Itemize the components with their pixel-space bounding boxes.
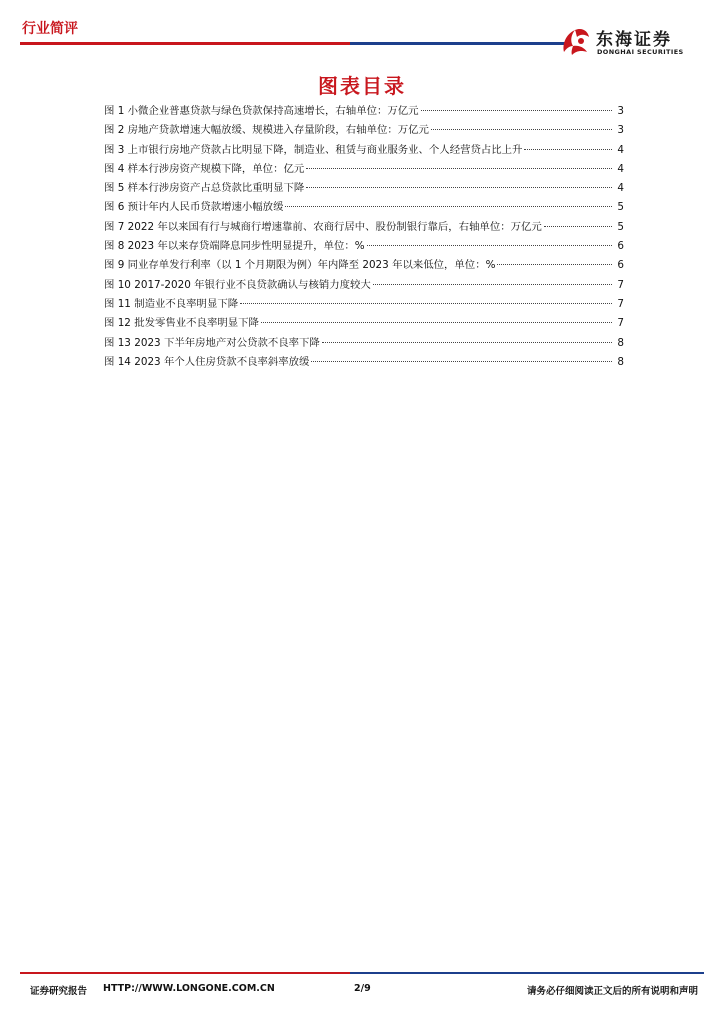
toc-entry-text: 图 8 2023 年以来存贷端降息同步性明显提升，单位：% — [104, 240, 365, 253]
toc-entry[interactable] — [104, 102, 624, 121]
footer-rule-red — [20, 972, 350, 974]
toc-entry-text: 图 5 样本行涉房资产占总贷款比重明显下降 — [104, 182, 305, 195]
toc-entry[interactable] — [104, 256, 624, 275]
toc-entry-page: 8 — [617, 355, 624, 368]
toc-entry-page: 6 — [617, 259, 624, 272]
toc-entry[interactable] — [104, 276, 624, 295]
toc-entry-page: 4 — [617, 162, 624, 175]
toc-list — [104, 102, 624, 372]
toc-entry-page: 7 — [617, 278, 624, 291]
toc-entry[interactable] — [104, 353, 624, 372]
toc-entry[interactable] — [104, 160, 624, 179]
toc-entry-page: 4 — [617, 143, 624, 156]
toc-entry-text: 图 2 房地产贷款增速大幅放缓、规模进入存量阶段，右轴单位：万亿元 — [104, 124, 429, 137]
toc-leader-dots — [524, 149, 612, 150]
toc-leader-dots — [544, 226, 612, 227]
toc-entry-text: 图 12 批发零售业不良率明显下降 — [104, 317, 259, 330]
toc-entry[interactable] — [104, 198, 624, 217]
toc-entry-page: 3 — [617, 105, 624, 117]
header-rule-blue — [350, 42, 570, 45]
toc-leader-dots — [311, 361, 612, 362]
donghai-logo-mark-icon — [558, 22, 592, 58]
toc-leader-dots — [285, 206, 612, 207]
toc-entry-text: 图 6 预计年内人民币贷款增速小幅放缓 — [104, 201, 284, 214]
toc-entry[interactable] — [104, 218, 624, 237]
toc-entry[interactable] — [104, 141, 624, 160]
toc-entry-text: 图 13 2023 下半年房地产对公贷款不良率下降 — [104, 336, 320, 349]
header-rule-red — [20, 42, 350, 45]
logo-english-name: DONGHAI SECURITIES — [597, 48, 684, 56]
footer-page-number: 2/9 — [354, 983, 371, 994]
toc-entry-page: 3 — [617, 124, 624, 137]
toc-leader-dots — [421, 110, 612, 111]
toc-entry[interactable] — [104, 179, 624, 198]
toc-entry-page: 7 — [617, 297, 624, 310]
footer-website-link[interactable]: HTTP://WWW.LONGONE.COM.CN — [103, 983, 275, 994]
toc-entry[interactable] — [104, 314, 624, 333]
toc-leader-dots — [306, 168, 612, 169]
toc-entry-text: 图 3 上市银行房地产贷款占比明显下降，制造业、租赁与商业服务业、个人经营贷占比上升 — [104, 143, 523, 156]
toc-leader-dots — [367, 245, 612, 246]
toc-entry-page: 5 — [617, 201, 624, 214]
toc-leader-dots — [497, 264, 612, 265]
toc-leader-dots — [240, 303, 612, 304]
toc-leader-dots — [322, 342, 612, 343]
toc-entry[interactable] — [104, 121, 624, 140]
toc-leader-dots — [373, 284, 612, 285]
toc-entry-text: 图 10 2017-2020 年银行业不良贷款确认与核销力度较大 — [104, 278, 371, 291]
logo-chinese-name: 东海证券 — [596, 30, 672, 50]
toc-entry-page: 8 — [617, 336, 624, 349]
toc-entry[interactable] — [104, 237, 624, 256]
toc-entry-text: 图 14 2023 年个人住房贷款不良率斜率放缓 — [104, 355, 310, 368]
toc-entry-page: 4 — [617, 182, 624, 195]
toc-leader-dots — [431, 129, 612, 130]
footer-rule-blue — [350, 972, 704, 974]
toc-entry-text: 图 1 小微企业普惠贷款与绿色贷款保持高速增长，右轴单位：万亿元 — [104, 105, 419, 117]
toc-entry[interactable] — [104, 334, 624, 353]
toc-entry[interactable] — [104, 295, 624, 314]
toc-entry-text: 图 9 同业存单发行利率（以 1 个月期限为例）年内降至 2023 年以来低位，单位：% — [104, 259, 496, 272]
toc-entry-text: 图 11 制造业不良率明显下降 — [104, 297, 239, 310]
footer-disclaimer: 请务必仔细阅读正文后的所有说明和声明 — [526, 986, 698, 997]
toc-entry-text: 图 7 2022 年以来国有行与城商行增速靠前、农商行居中、股份制银行靠后，右轴单位：万亿元 — [104, 220, 542, 233]
toc-leader-dots — [306, 187, 612, 188]
donghai-logo — [558, 22, 708, 60]
toc-entry-text: 图 4 样本行涉房资产规模下降，单位：亿元 — [104, 162, 305, 175]
report-category-label: 行业简评 — [22, 21, 78, 37]
toc-entry-page: 6 — [617, 240, 624, 253]
toc-title: 图表目录 — [318, 74, 406, 98]
toc-entry-page: 7 — [617, 317, 624, 330]
toc-leader-dots — [261, 322, 612, 323]
toc-entry-page: 5 — [617, 220, 624, 233]
footer-report-type: 证券研究报告 — [30, 986, 88, 997]
